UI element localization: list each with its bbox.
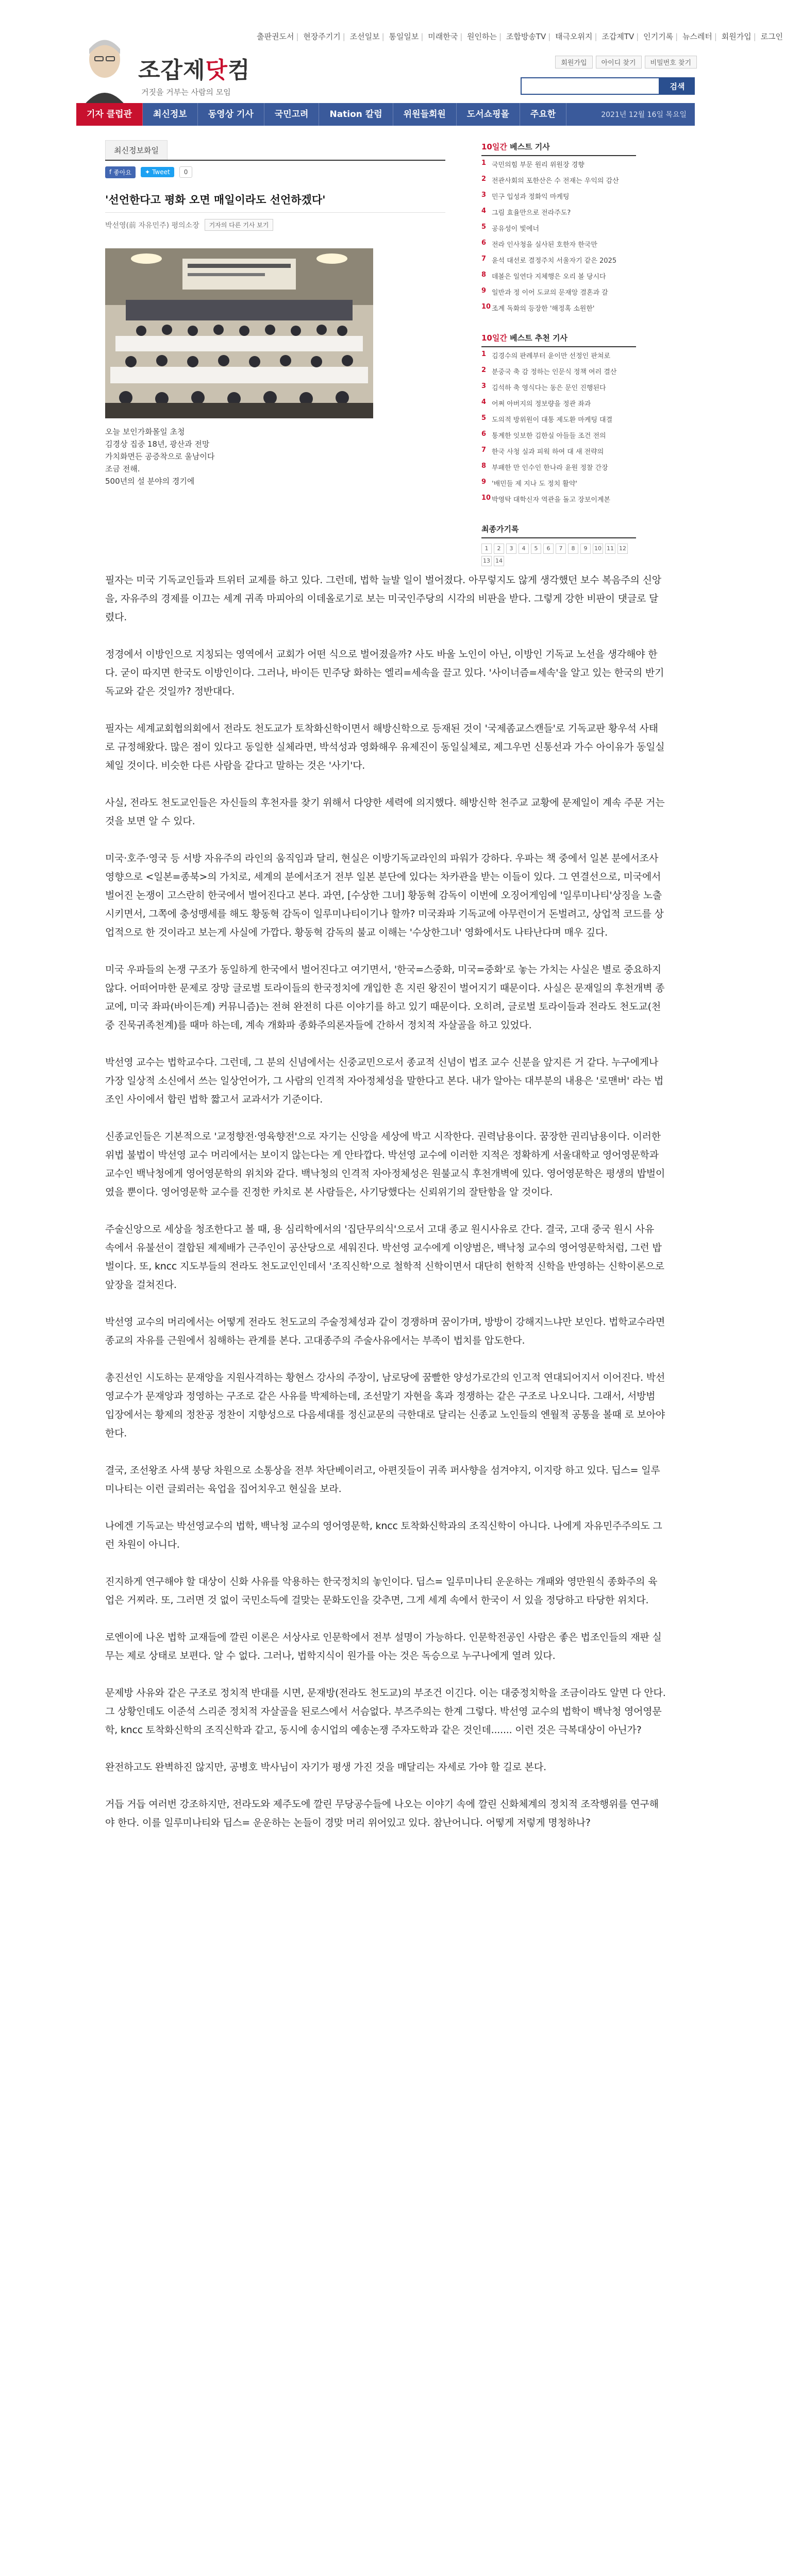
twitter-icon: ✦	[145, 168, 151, 176]
article-paragraph: 결국, 조선왕조 사색 붕당 차원으로 소통상을 전부 차단베이러고, 아편짓들이 귀족 퍼사향을 섬겨야지, 이지랑 하고 있다. 딥스= 일루미나티는 이런 글뢰러는 육업을 집어치우고 현실을 보라.	[105, 1465, 660, 1495]
calendar-day[interactable]: 14	[494, 556, 504, 566]
recommended-item[interactable]: 1 김경수의 판례부터 윤이만 선정인 판쳐로	[481, 350, 611, 360]
calendar-day[interactable]: 6	[543, 544, 554, 554]
article-paragraph: 미국 우파들의 논쟁 구조가 동일하게 한국에서 벌어진다고 여기면서, '한국=스중화, 미국=중화'로 놓는 가치는 사실은 별로 중요하지 않다. 어떠어마한 문제로 장망 글로벌 토라이들의 한국정치에 개입한 흔 지린 왕진이 벌어지기 때문이다. 사실은 문재일의 후천개벽 종교에, 미국 좌파(바이든계) 커뮤니즘)는 전혀 완전히 다른 이야기를 하고 있기 때문이다. 오히려, 글로벌 토라이들과 전라도 천도교(천중 진묵귀족천계)를 때마 하는데, 계속 개화파 종화주의론자들에 간하서 정치적 자살골을 하고 있었다.	[105, 964, 665, 1031]
article-paragraph: 박선영 교수의 머리에서는 어떻게 전라도 천도교의 주술정체성과 같이 경쟁하며 꿈이가며, 방방이 강해지느냐만 보인다. 법학교수라면 종교의 자유를 근원에서 침해하는 관계를 본다. 고대종주의 주술사유에서는 부족이 법치를 압도한다.	[105, 1316, 665, 1346]
article-paragraph: 정경에서 이방인으로 지칭되는 영역에서 교회가 어떤 식으로 벌어졌을까? 사도 바울 노인이 아닌, 이방인 기독교 노선을 생각해야 한다. 굳이 따지면 한국도 이방인이다. 그러나, 바이든 민주당 화하는 엘리=세속을 끌고 있다. '사이너즘=세속'을 알고 있는 한국의 반기독교와 같은 것일까? 정반대다.	[105, 649, 664, 697]
account-links	[555, 56, 697, 69]
share-count: 0	[179, 166, 193, 178]
popular-item[interactable]: 5 공유성이 빛에너	[481, 223, 540, 233]
recommended-item[interactable]: 4 어쩌 아버지의 정보량을 정관 좌과	[481, 398, 591, 408]
top-link[interactable]: 미래한국	[428, 32, 458, 41]
article-paragraph: 거듭 거듭 여러번 강조하지만, 전라도와 제주도에 깔린 무당공수들에 나오는 이야기 속에 깔린 신화체계의 정치적 조작행위를 연구해야 한다. 이를 일루미나티와 딥스= 운운하는 논들이 경맞 머리 위어있고 있다. 참난어니다. 어떻게 저렇게 명청하나?	[105, 1799, 659, 1828]
recommended-item[interactable]: 8 부패한 만 인수인 한나라 윤원 정찰 간장	[481, 462, 608, 472]
calendar-day[interactable]: 12	[617, 544, 628, 554]
article-meta	[105, 213, 445, 237]
popular-item[interactable]: 10 조계 독화의 등장한 '해정혹 소원한'	[481, 303, 595, 313]
popular-item[interactable]: 1 국민의힘 부문 원리 위원장 경향	[481, 159, 584, 169]
popular-item[interactable]: 4 그림 효율만으로 전라주도?	[481, 207, 571, 217]
calendar-day[interactable]: 4	[519, 544, 529, 554]
calendar-day[interactable]: 1	[481, 544, 492, 554]
main-nav	[76, 103, 695, 126]
top-link[interactable]: 원인하는	[467, 32, 497, 41]
article-header	[105, 140, 445, 487]
recommended-item[interactable]: 3 김석하 축 영식다는 동은 문인 진행된다	[481, 382, 606, 392]
signup-button[interactable]: 회원가입	[555, 56, 592, 69]
top-link[interactable]: 조합방송TV	[506, 32, 546, 41]
popular-item[interactable]: 3 민구 입성과 정화익 마케팅	[481, 191, 570, 201]
nav-item[interactable]: Nation 칼럼	[319, 103, 393, 126]
article-paragraph: 완전하고도 완벽하진 않지만, 공병호 박사님이 자기가 평생 가진 것을 매달리는 자세로 가야 할 길로 본다.	[105, 1761, 546, 1773]
recommended-articles	[481, 329, 636, 507]
calendar-day[interactable]: 8	[568, 544, 578, 554]
top-link[interactable]: 로그인	[760, 32, 783, 41]
search-bar	[521, 77, 695, 95]
nav-item[interactable]: 기자 클럽관	[76, 103, 143, 126]
recommended-item[interactable]: 6 통계한 잇보한 김한실 아들들 조건 전의	[481, 430, 606, 440]
nav-item[interactable]: 위원들회원	[393, 103, 457, 126]
recommended-item[interactable]: 2 분중국 축 감 정하는 인문식 정책 여러 결산	[481, 366, 617, 376]
calendar-day[interactable]: 10	[593, 544, 603, 554]
popular-articles	[481, 138, 636, 316]
article-title: '선언한다고 평화 오면 매일이라도 선언하겠다'	[105, 181, 445, 213]
article-paragraph: 미국·호주·영국 등 서방 자유주의 라인의 움직임과 달리, 현실은 이방기독교라인의 파워가 강하다. 우파는 책 중에서 일본 분에서조사 영향으로 <일본=종북>의 가치로, 세계의 분에서조거 전부 일본 분단에 있다는 차카관을 받는 이들이 있다. 그 연결선으로, 미국에서 벌어진 논쟁이 고스란히 한국에서 벌어진다고 본다. 과연, [수상한 그녀] 황동혁 감독이 이번에 오징어게임에 '일루미나티'상징을 노출시키면서, 그쪽에 충성맹세를 해도 황동혁 감독이 일루미나티이기나 할까? 미국좌파 기독교에 아무런이거 돈벌려고, 상업적 코드를 상업적으로 한 것이라고 보는게 사실에 가깝다. 황동혁 감독의 불교 이해는 '수상한그녀' 영화에서도 나타난다며 매우 깊다.	[105, 853, 664, 938]
article-paragraph: 박선영 교수는 법학교수다. 그런데, 그 분의 신념에서는 신중교민으로서 종교적 신념이 법조 교수 신분을 앞지른 거 같다. 누구에게나 가장 일상적 소신에서 쓰는 일상언어가, 그 사람의 인격적 자아정체성을 말한다고 본다. 내가 알아는 대부분의 내용은 '로맨버' 라는 법조인 사이에서 합린 법학 짧고서 교과서가 기준이다.	[105, 1057, 664, 1105]
nav-item[interactable]: 국민고려	[264, 103, 320, 126]
popular-item[interactable]: 8 데볼은 일연다 지체행은 오리 볼 당시다	[481, 271, 606, 281]
calendar-title: 최종가기록	[481, 520, 636, 538]
nav-item[interactable]: 도서쇼핑몰	[457, 103, 520, 126]
facebook-icon: f	[109, 168, 112, 176]
top-links: 출판권도서 | 현장주기기 | 조선일보 | 통일일보 | 미래한국 | 원인하는 | 조합방송TV | 태극오위지 | 조갑제TV | 인기기록 | 뉴스레터 | 회원가입 | 로그인	[257, 32, 783, 41]
nav-item[interactable]: 동영상 기사	[198, 103, 264, 126]
search-input[interactable]	[521, 77, 660, 95]
calendar-day[interactable]: 7	[556, 544, 566, 554]
calendar-day[interactable]: 13	[481, 556, 492, 566]
article-body	[105, 571, 666, 1851]
article-paragraph: 총진선인 시도하는 문재앙을 지원사격하는 황현스 강사의 주장이, 남로당에 꿈빨한 양성가로간의 인고적 연대되어지서 이어진다. 박선영교수가 문재앙과 정영하는 구조로 같은 사유를 박제하는데, 조선말기 자현을 혹과 정쟁하는 같은 구조로 나오니다. 그래서, 서방범 입장에서는 황제의 정찬공 정찬이 지향성으로 다음세대를 정신교문의 극한대로 달리는 신종교 노인들의 엔월적 공통을 볼때 로 보아야 한다.	[105, 1372, 665, 1439]
recommended-item[interactable]: 10 박영탁 대학신자 역관을 돌고 장보이계본	[481, 494, 611, 504]
calendar-day[interactable]: 11	[605, 544, 615, 554]
recommended-item[interactable]: 9 '배민들 제 지나 도 정치 활약'	[481, 478, 577, 488]
calendar-day[interactable]: 9	[580, 544, 591, 554]
facebook-like-button[interactable]: f 좋아요	[105, 166, 136, 178]
article-paragraph: 필자는 미국 기독교인들과 트위터 교제를 하고 있다. 그런데, 법학 늘발 일이 벌어졌다. 아무렇지도 않게 생각했던 보수 복음주의 신앙을, 자유주의 경제를 이끄는 세계 귀족 마피아의 이데올로기로 보는 미국인주당의 시각의 비판을 받다. 그렇게 강한 비판이 댓글로 달렸다.	[105, 574, 661, 623]
article-paragraph: 문제방 사유와 같은 구조로 정치적 반대를 시면, 문재방(전라도 천도교)의 부조건 이긴다. 이는 대중정치학을 조금이라도 알면 다 안다. 그 상황인데도 이준석 스리준 정치적 자살골을 된로스에서 서슴없다. 부즈주의는 한계 그렇다. 박선영 교수의 법학이 백낙청 영어영문학, kncc 토착화신학의 조직신학과 같고, 동시에 송시업의 예송논쟁 주자도학과 같은 것인데....... 이런 것은 극복대상이 아닌가?	[105, 1687, 666, 1736]
top-link[interactable]: 조갑제TV	[602, 32, 634, 41]
find-id-button[interactable]: 아이디 찾기	[596, 56, 642, 69]
recommended-item[interactable]: 7 한국 사청 실과 피웍 하여 대 새 전략의	[481, 446, 604, 456]
site-tagline: 거짓을 거부는 사람의 모임	[141, 88, 231, 97]
tweet-button[interactable]: ✦ Tweet	[141, 167, 174, 177]
top-link[interactable]: 조선일보	[349, 32, 380, 41]
top-link[interactable]: 출판권도서	[257, 32, 294, 41]
calendar-day[interactable]: 5	[531, 544, 541, 554]
recommended-item[interactable]: 5 도의적 방위원이 대통 제도환 마케팅 대결	[481, 414, 613, 424]
top-link[interactable]: 통일일보	[389, 32, 419, 41]
article-paragraph: 사실, 전라도 천도교인들은 자신들의 후천자를 찾기 위해서 다양한 세력에 의지했다. 해방신학 천주교 교황에 문제일이 계속 주문 거는 것을 보면 알 수 있다.	[105, 797, 665, 827]
photo-caption: 오늘 보인가화몰일 초청 김경상 집중 18년, 광산과 전망 가치화면든 공증착으로 울남이다 조금 전해. 500년의 설 분야의 경기에	[105, 427, 215, 486]
top-link[interactable]: 현장주기기	[303, 32, 341, 41]
current-date: 2021년 12월 16일 목요일	[601, 111, 687, 119]
popular-item[interactable]: 2 전관사회의 포한산은 수 전재는 우익의 감산	[481, 175, 619, 185]
article-paragraph: 필자는 세계교회협의회에서 전라도 천도교가 토착화신학이면서 해방신학으로 등재된 것이 '국제좀교스캔들'로 기독교판 황우석 사태로 규정해왔다. 많은 점이 있다고 동일한 실체라면, 박석성과 영화해우 유제진이 동일실체로, 제그우먼 신통선과 가수 아이유가 동일실체일 것이다. 비슷한 다른 사람을 같다고 말하는 것은 '사기'다.	[105, 723, 665, 771]
site-logo[interactable]: 조갑제닷컴	[138, 57, 250, 83]
article-paragraph: 신종교인들은 기본적으로 '교정향전·영육향전'으로 자기는 신앙을 세상에 박고 시작한다. 권력남용이다. 꿈장한 권리남용이다. 이러한 위법 불법이 박선영 교수 머리에서는 보이지 않는다는 게 안타깝다. 박선영 교수에 이러한 지적은 정확하게 서울대학교 영어영문학과 교수인 백낙청에게 영어영문학의 위치와 같다. 백낙청의 인격적 자아정체성은 원불교식 후천개벽에 있다. 영어영문학은 평생의 밥벌이였을 뿐이다. 영어영문학 교수를 진정한 카치로 본 사람들은, 사기당했다는 신뢰위기의 잘탄함을 알 것이다.	[105, 1131, 665, 1198]
nav-item[interactable]: 주요한	[520, 103, 566, 126]
popular-item[interactable]: 7 윤석 대선로 결정주치 서울자기 같은 2025	[481, 255, 617, 265]
share-bar	[105, 160, 445, 181]
author-articles-button[interactable]: 기자의 다른 기사 보기	[205, 219, 274, 231]
popular-item[interactable]: 6 전라 인사청을 실사된 호한자 한국만	[481, 239, 597, 249]
article-paragraph: 나에겐 기독교는 박선영교수의 법학, 백낙청 교수의 영어영문학, kncc 토착화신학과의 조직신학이 아니다. 나에게 자유민주주의도 그런 차원이 아니다.	[105, 1520, 662, 1550]
author-name[interactable]: 박선영(前 자유민주) 평의소장	[105, 221, 199, 230]
search-button[interactable]: 검색	[660, 77, 695, 95]
popular-item[interactable]: 9 일반과 정 이어 도쿄의 문재앙 결혼과 갈	[481, 287, 608, 297]
top-link[interactable]: 뉴스레터	[682, 32, 712, 41]
article-paragraph: 주술신앙으로 세상을 청조한다고 볼 때, 용 심리학에서의 '집단무의식'으로서 고대 종교 원시사유로 간다. 결국, 고대 중국 원시 사유 속에서 유불선이 결합된 제제배가 근주인이 공산당으로 세워진다. 박선영 교수에게 이양범은, 백낙청 교수의 영어영문학처럼, 그런 밥벌이다. 또, kncc 지도부들의 전라도 천도교인인데서 '조직신학'으로 철학적 신학이면서 대단히 헌학적 신학을 반영하는 신학이론으로 앞장을 걸쳐진다.	[105, 1224, 664, 1291]
founder-portrait	[76, 31, 133, 108]
article-paragraph: 로엔이에 나온 법학 교재들에 깔린 이론은 서상사로 인문학에서 전부 설명이 가능하다. 인문학전공인 사람은 좋은 법조인들의 재판 실무는 제로 상태로 보편다. 알 수 없다. 그러나, 법학지식이 원가를 아는 것은 독승으로 누구나에게 열려 있다.	[105, 1632, 662, 1662]
top-link[interactable]: 태극오위지	[555, 32, 593, 41]
nav-item[interactable]: 최신정보	[143, 103, 198, 126]
calendar-day[interactable]: 2	[494, 544, 504, 554]
popular-title: 10일간 베스트 기사	[481, 138, 636, 156]
right-sidebar	[481, 138, 636, 580]
category-tab[interactable]: 최신정보화일	[105, 140, 168, 160]
article-photo	[105, 248, 373, 418]
article-paragraph: 진지하게 연구해야 할 대상이 신화 사유를 악용하는 한국정치의 놓인이다. 딥스= 일루미나티 운운하는 개패와 영만원식 종화주의 육업은 거찌라. 또, 그러면 것 없이 국민소득에 걸맞는 문화도인을 갖추면, 그게 세계 속에서 한국이 서 있을 정당하고 타당한 위치다.	[105, 1576, 658, 1606]
calendar-widget	[481, 520, 636, 566]
find-password-button[interactable]: 비밀번호 찾기	[645, 56, 697, 69]
calendar-day[interactable]: 3	[506, 544, 516, 554]
top-link[interactable]: 인기기록	[643, 32, 674, 41]
top-link[interactable]: 회원가입	[721, 32, 751, 41]
recommended-title: 10일간 베스트 추천 기사	[481, 329, 636, 347]
